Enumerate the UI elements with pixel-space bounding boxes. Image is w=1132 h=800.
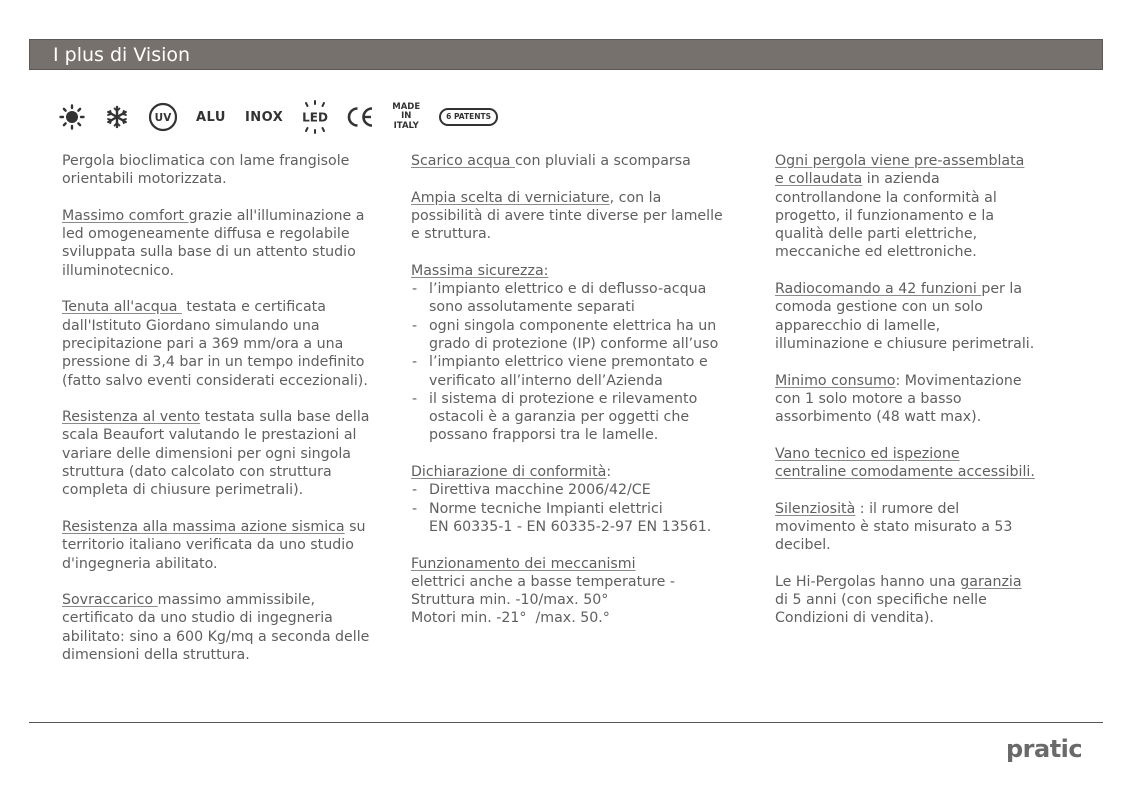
- paint-paragraph: Ampia scelta di verniciature, con la possibilità di avere tinte diverse per lamelle e struttura.: [411, 189, 723, 243]
- sun-icon: [58, 104, 86, 130]
- remote-control-paragraph: Radiocomando a 42 funzioni per la comoda gestione con un solo apparecchio di lamelle, illuminazione e chiusure perimetrali.: [775, 281, 1035, 352]
- column-right: [775, 152, 1035, 646]
- mechanisms-heading: Funzionamento dei meccanismi: [411, 555, 636, 572]
- conformity-heading: Dichiarazione di conformità:: [411, 464, 612, 481]
- list-item: - il sistema di protezione e rilevamento ostacoli è a garanzia per oggetti che possano frapporsi tra le lamelle.: [411, 390, 723, 445]
- list-item: - l’impianto elettrico e di deflusso-acqua sono assolutamente separati: [411, 280, 723, 317]
- safety-heading: Massima sicurezza:: [411, 262, 549, 279]
- overload-paragraph: Sovraccarico massimo ammissibile, certificato da uno studio di ingegneria abilitato: sino a 600 Kg/mq a seconda delle dimensioni della struttura.: [62, 592, 370, 664]
- safety-section: [411, 262, 723, 445]
- made-line-2: IN: [401, 111, 412, 122]
- consumption-paragraph: Minimo consumo: Movimentazione con 1 solo motore a basso assorbimento (48 watt max).: [775, 372, 1022, 426]
- pratic-logo: pratic: [1006, 735, 1083, 763]
- inox-icon: INOX: [244, 109, 284, 125]
- standards-line: EN 60335-1 - EN 60335-2-97 EN 13561.: [429, 518, 712, 535]
- mechanisms-section: [411, 555, 723, 628]
- section-header: [29, 39, 1103, 70]
- ce-mark-icon: [345, 105, 375, 129]
- made-line-1: MADE: [392, 101, 421, 112]
- svg-text:UV: UV: [154, 112, 172, 124]
- made-in-italy-icon: [392, 103, 420, 132]
- uv-icon: [148, 102, 178, 132]
- page-title: I plus di Vision: [53, 44, 191, 66]
- warranty-paragraph: Le Hi-Pergolas hanno una garanzia di 5 anni (con specifiche nelle Condizioni di vendita).: [775, 573, 1022, 627]
- list-item: - Norme tecniche Impianti elettrici: [411, 500, 723, 518]
- wind-resistance-paragraph: Resistenza al vento testata sulla base della scala Beaufort valutando le prestazioni al variare delle dimensioni per ogni singola struttura (dato calcolato con struttura completa di chiusure perimetrali).: [62, 409, 370, 499]
- mechanisms-line-1: elettrici anche a basse temperature -: [411, 573, 675, 590]
- conformity-section: [411, 463, 723, 536]
- footer-divider: [29, 722, 1103, 723]
- watertight-paragraph: Tenuta all'acqua testata e certificata dall'Istituto Giordano simulando una precipitazione pari a 369 mm/ora a una pressione di 3,4 bar in un tempo indefinito (fatto salvo eventi considerati eccezionali).: [62, 299, 368, 389]
- snowflake-icon: [104, 105, 130, 129]
- patents-badge-icon: 6 PATENTS: [439, 108, 498, 126]
- intro-paragraph: Pergola bioclimatica con lame frangisole orientabili motorizzata.: [62, 153, 350, 188]
- column-left: [62, 152, 372, 683]
- drainage-paragraph: Scarico acqua con pluviali a scomparsa: [411, 153, 691, 169]
- svg-text:LED: LED: [302, 110, 329, 125]
- list-item: - ogni singola componente elettrica ha un grado di protezione (IP) conforme all’uso: [411, 317, 723, 354]
- alu-icon: ALU: [196, 109, 226, 125]
- silence-paragraph: Silenziosità : il rumore del movimento è stato misurato a 53 decibel.: [775, 500, 1013, 554]
- preassembled-paragraph: Ogni pergola viene pre-assemblata e collaudata in azienda controllandone la conformità al progetto, il funzionamento e la qualità delle parti elettriche, meccaniche ed elettroniche.: [775, 153, 1025, 261]
- mechanisms-line-3: Motori min. -21° /max. 50.°: [411, 610, 610, 627]
- column-middle: [411, 152, 723, 628]
- feature-icons-row: [58, 100, 498, 134]
- seismic-paragraph: Resistenza alla massima azione sismica su territorio italiano verificata da uno studio d'ingegneria abilitato.: [62, 518, 366, 572]
- made-line-3: ITALY: [393, 120, 419, 131]
- safety-list: [411, 280, 723, 445]
- comfort-paragraph: Massimo comfort grazie all'illuminazione a led omogeneamente diffusa e regolabile sviluppata sulla base di un attento studio illuminotecnico.: [62, 207, 365, 279]
- conformity-list: [411, 481, 723, 518]
- list-item: - Direttiva macchine 2006/42/CE: [411, 481, 723, 499]
- mechanisms-line-2: Struttura min. -10/max. 50°: [411, 592, 609, 609]
- list-item: - l’impianto elettrico viene premontato e verificato all’interno dell’Azienda: [411, 353, 723, 390]
- led-icon: [301, 100, 329, 134]
- technical-compartment-paragraph: Vano tecnico ed ispezione centraline comodamente accessibili.: [775, 445, 1035, 481]
